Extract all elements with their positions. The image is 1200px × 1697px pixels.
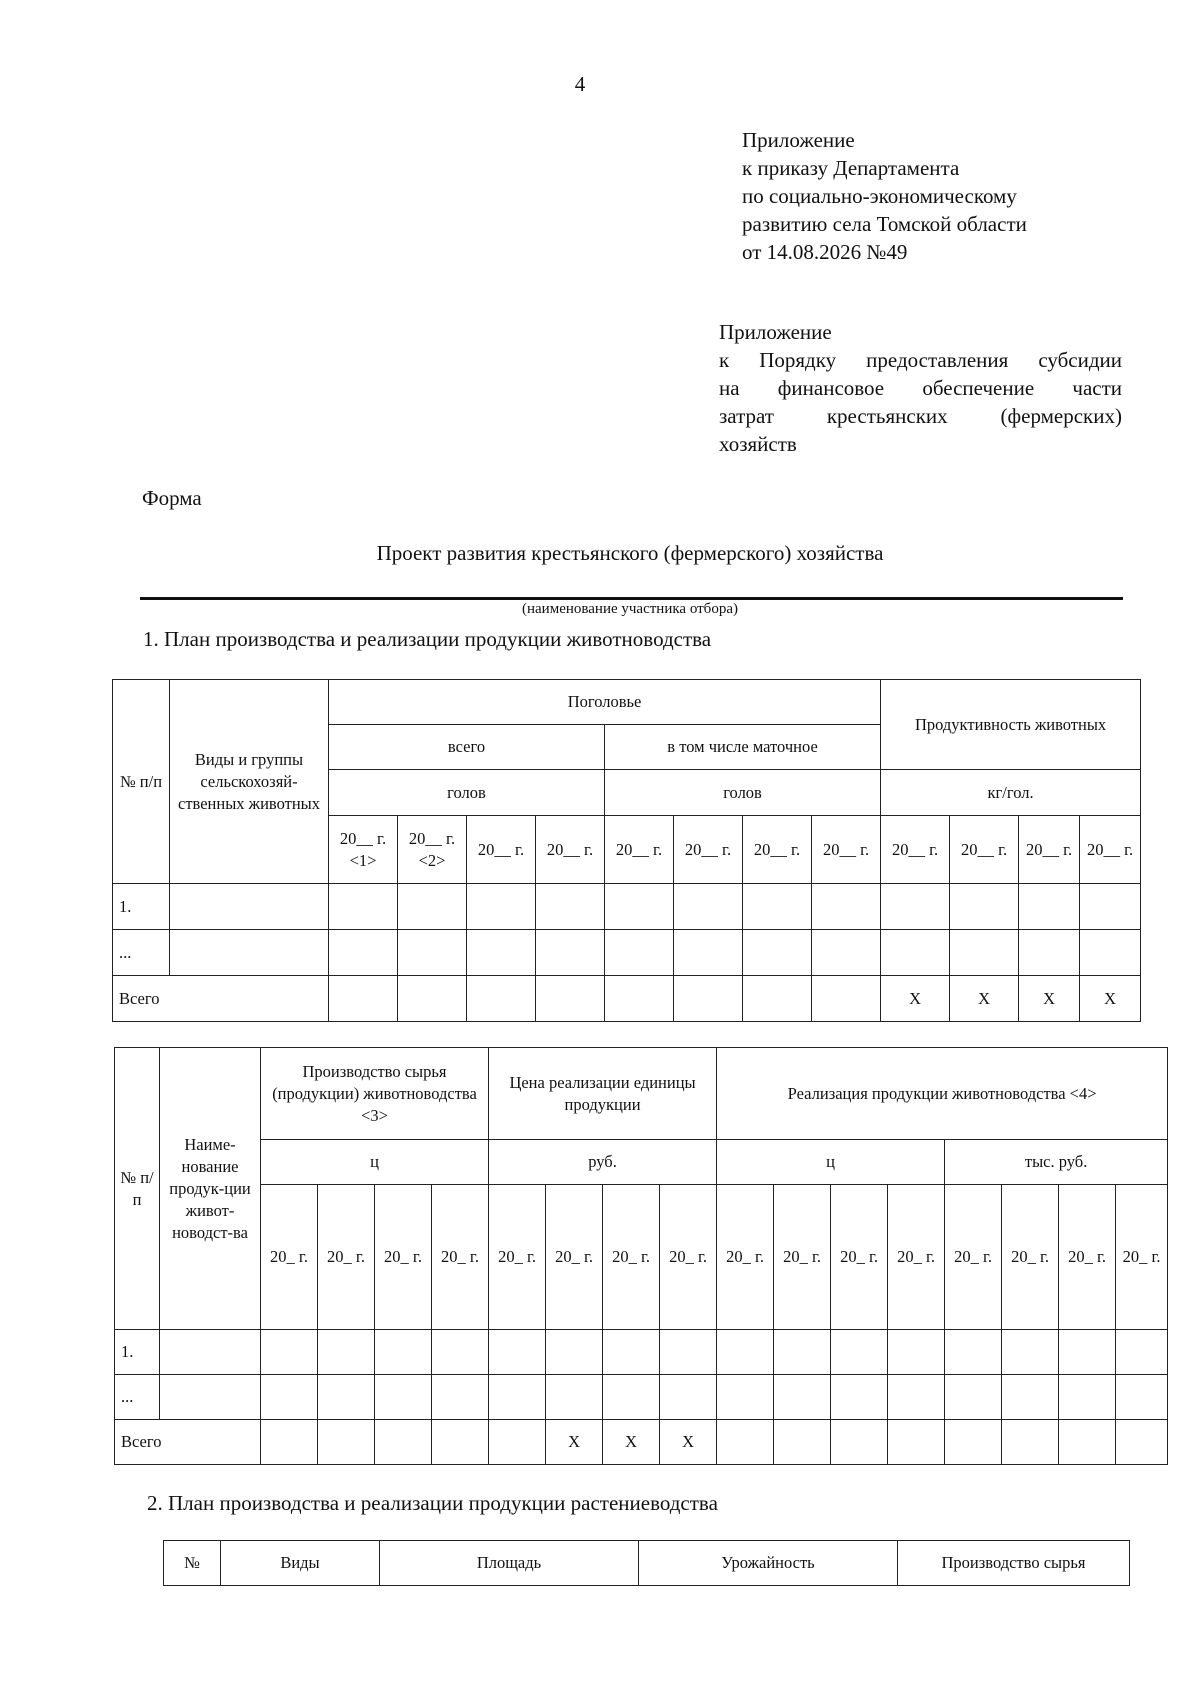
unit-heads: голов <box>329 770 605 816</box>
livestock-sales-table <box>114 1047 1168 1465</box>
appendix-line: от 14.08.2026 №49 <box>742 240 908 264</box>
year-cell: 20_ г. <box>261 1185 318 1330</box>
appendix-line: Приложение <box>719 320 832 344</box>
total-header: всего <box>329 725 605 770</box>
total-row-label: Всего <box>113 976 329 1022</box>
x-mark: X <box>881 976 950 1022</box>
price-header: Цена реализации единицы продукции <box>489 1048 717 1140</box>
year-cell: 20_ г. <box>1059 1185 1116 1330</box>
col-name-header: Наиме-нование продук-ции живот-новодст-ва <box>160 1048 261 1330</box>
unit-kg: кг/гол. <box>881 770 1141 816</box>
year-cell: 20_ г. <box>831 1185 888 1330</box>
crops-col-kinds: Виды <box>221 1541 380 1586</box>
unit-rubles: руб. <box>489 1140 717 1185</box>
appendix-line: к приказу Департамента <box>742 156 960 180</box>
table-row <box>113 884 1141 930</box>
section-1-title: 1. План производства и реализации продукции животноводства <box>143 627 712 651</box>
year-cell: 20__ г. <1> <box>329 816 398 884</box>
total-row-label: Всего <box>115 1420 261 1465</box>
participant-name-line <box>140 597 1123 600</box>
x-mark: X <box>1019 976 1080 1022</box>
year-cell: 20_ г. <box>318 1185 375 1330</box>
appendix-line: Приложение <box>742 128 855 152</box>
appendix-line: затрат крестьянских (фермерских) <box>719 404 1122 428</box>
year-cell: 20__ г. <box>605 816 674 884</box>
sales-header: Реализация продукции животноводства <4> <box>717 1048 1168 1140</box>
table-row <box>113 930 1141 976</box>
crops-table <box>163 1540 1130 1586</box>
year-cell: 20_ г. <box>489 1185 546 1330</box>
unit-thousand-rubles: тыс. руб. <box>945 1140 1168 1185</box>
year-cell: 20__ г. <box>1019 816 1080 884</box>
year-cell: 20__ г. <box>536 816 605 884</box>
year-cell: 20_ г. <box>774 1185 831 1330</box>
unit-centners: ц <box>717 1140 945 1185</box>
row-number: 1. <box>113 884 170 930</box>
appendix-line: по социально-экономическому <box>742 184 1017 208</box>
x-mark: X <box>950 976 1019 1022</box>
year-cell: 20__ г. <box>812 816 881 884</box>
year-cell: 20_ г. <box>1002 1185 1059 1330</box>
form-label: Форма <box>142 486 202 510</box>
year-cell: 20__ г. <box>881 816 950 884</box>
row-number: 1. <box>115 1330 160 1375</box>
participant-name-caption: (наименование участника отбора) <box>522 601 738 617</box>
table-row <box>115 1330 1168 1375</box>
page-number: 4 <box>574 72 586 96</box>
year-cell: 20_ г. <box>432 1185 489 1330</box>
x-mark: X <box>1080 976 1141 1022</box>
col-num-header: № п/п <box>115 1048 160 1330</box>
year-cell: 20_ г. <box>603 1185 660 1330</box>
crops-col-production: Производство сырья <box>898 1541 1130 1586</box>
year-cell: 20_ г. <box>375 1185 432 1330</box>
appendix-line: хозяйств <box>719 432 797 456</box>
col-num-header: № п/п <box>113 680 170 884</box>
year-cell: 20_ г. <box>945 1185 1002 1330</box>
crops-col-yield: Урожайность <box>639 1541 898 1586</box>
year-cell: 20_ г. <box>888 1185 945 1330</box>
appendix-line: к Порядку предоставления субсидии <box>719 348 1122 372</box>
year-cell: 20__ г. <box>467 816 536 884</box>
section-2-title: 2. План производства и реализации продукции растениеводства <box>147 1491 718 1515</box>
x-mark: X <box>546 1420 603 1465</box>
year-cell: 20_ г. <box>546 1185 603 1330</box>
year-cell: 20__ г. <box>1080 816 1141 884</box>
productivity-header: Продуктивность животных <box>881 680 1141 770</box>
year-cell: 20__ г. <2> <box>398 816 467 884</box>
total-row <box>113 976 1141 1022</box>
appendix-procedure-block <box>719 318 1122 458</box>
livestock-table <box>112 679 1141 1022</box>
x-mark: X <box>603 1420 660 1465</box>
year-cell: 20_ г. <box>717 1185 774 1330</box>
breeding-header: в том числе маточное <box>605 725 881 770</box>
row-number: ... <box>113 930 170 976</box>
year-cell: 20__ г. <box>674 816 743 884</box>
total-row <box>115 1420 1168 1465</box>
unit-heads: голов <box>605 770 881 816</box>
year-cell: 20__ г. <box>743 816 812 884</box>
appendix-line: на финансовое обеспечение части <box>719 376 1122 400</box>
year-cell: 20_ г. <box>660 1185 717 1330</box>
unit-centners: ц <box>261 1140 489 1185</box>
appendix-line: развитию села Томской области <box>742 212 1027 236</box>
document-title: Проект развития крестьянского (фермерского) хозяйства <box>376 541 884 565</box>
production-header: Производство сырья (продукции) животноводства <3> <box>261 1048 489 1140</box>
livestock-header: Поголовье <box>329 680 881 725</box>
year-cell: 20_ г. <box>1116 1185 1168 1330</box>
crops-col-area: Площадь <box>380 1541 639 1586</box>
col-kinds-header: Виды и группы сельскохозяй-ственных животных <box>170 680 329 884</box>
year-cell: 20__ г. <box>950 816 1019 884</box>
appendix-order-block <box>742 126 1027 266</box>
x-mark: X <box>660 1420 717 1465</box>
row-number: ... <box>115 1375 160 1420</box>
table-row <box>115 1375 1168 1420</box>
crops-col-num: № <box>164 1541 221 1586</box>
